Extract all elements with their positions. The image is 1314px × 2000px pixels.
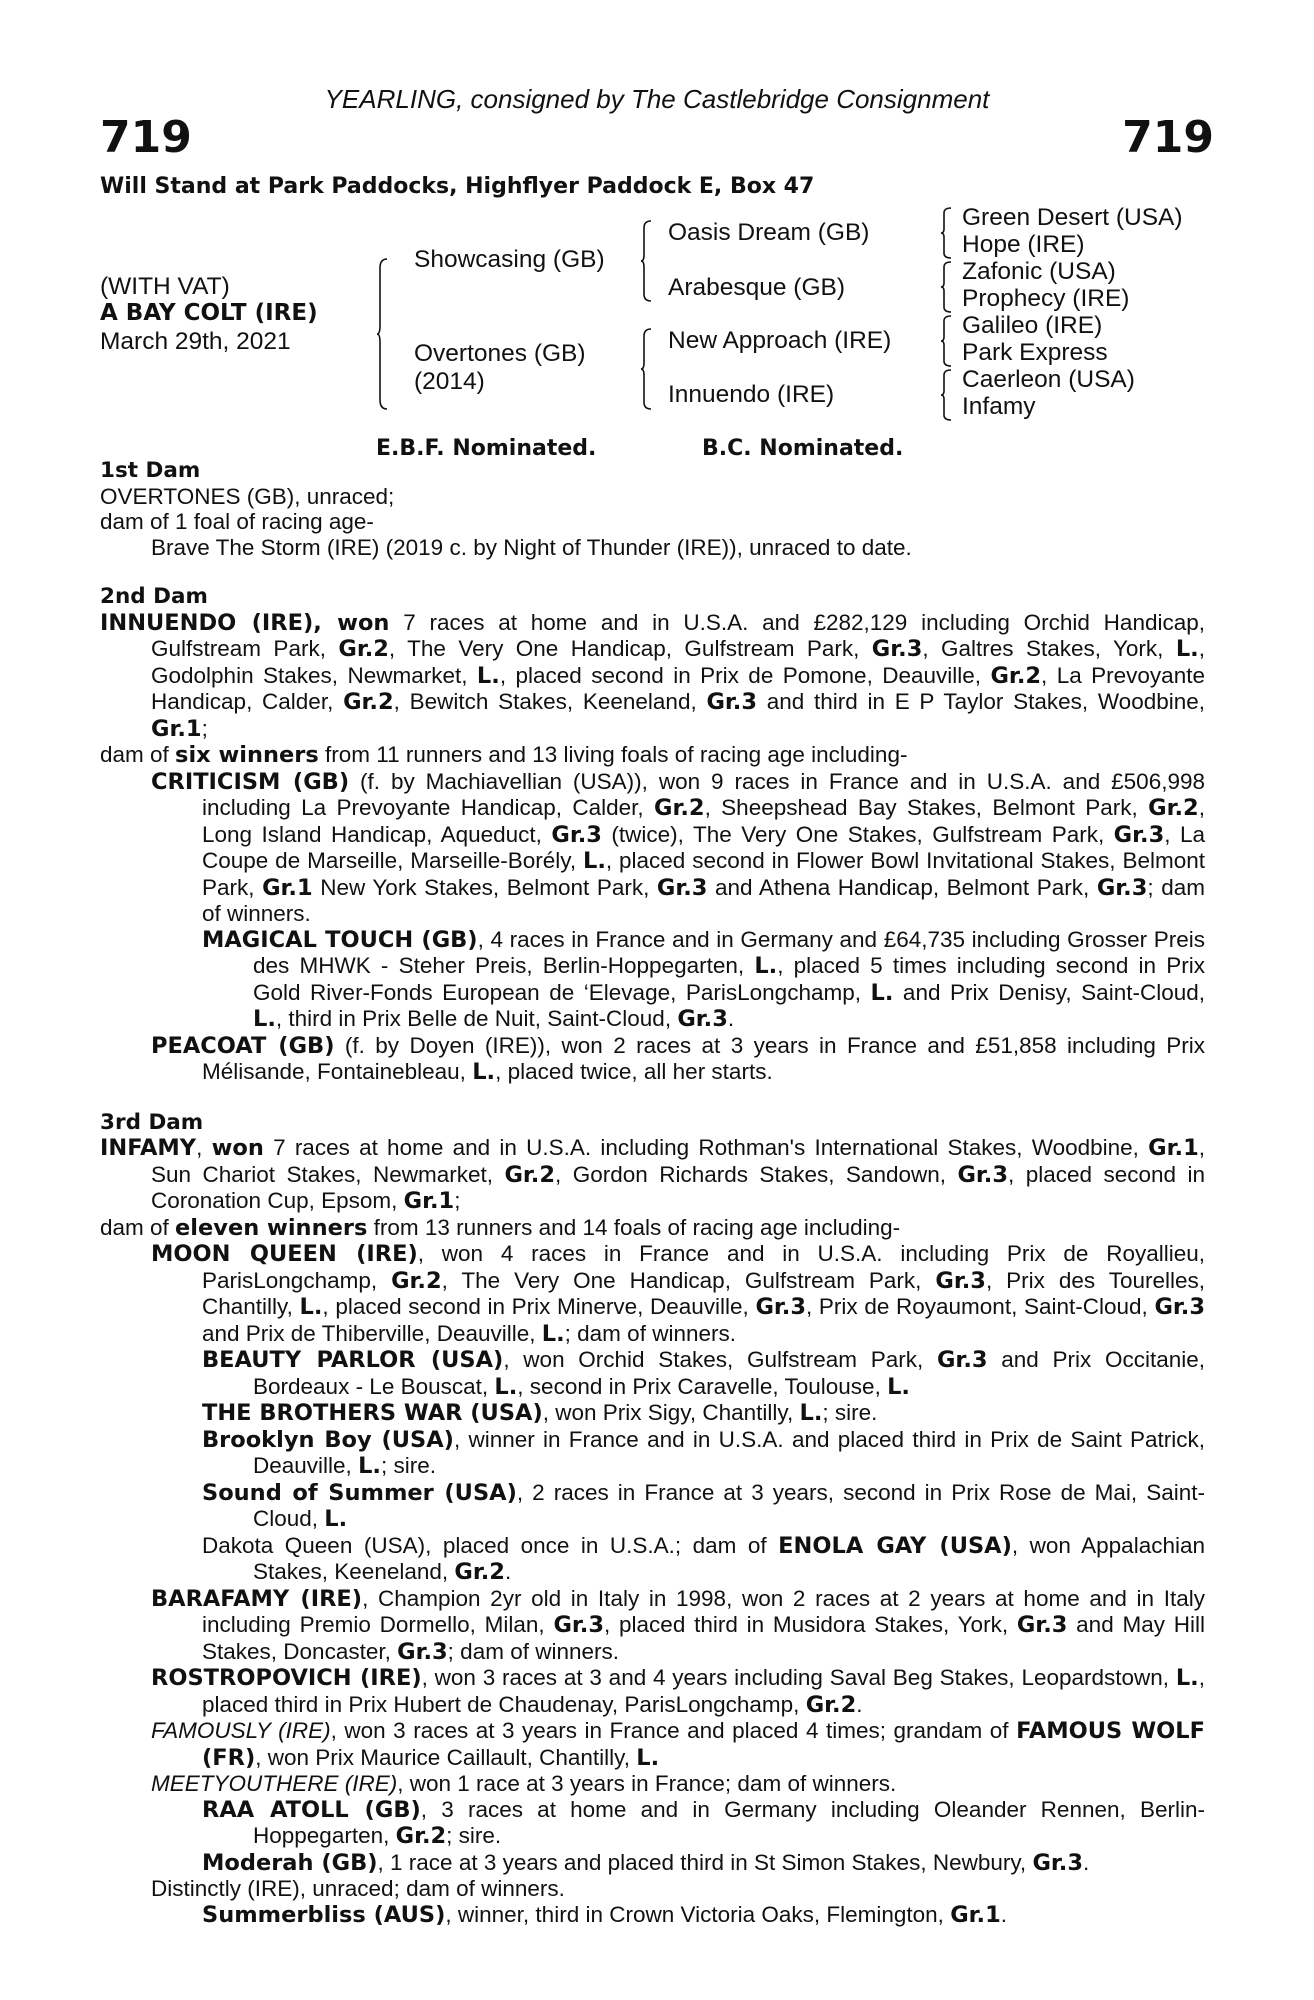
bold-text: Gr.1 <box>403 1188 455 1214</box>
text-run: , Prix de Royaumont, Saint-Cloud, <box>806 1294 1155 1319</box>
text-run: , La Prevoyante Handicap, Calder, <box>151 662 1205 714</box>
text-run: , Prix des Tourelles, Chantilly, <box>202 1267 1205 1319</box>
text-run: New York Stakes, Belmont Park, <box>312 874 657 900</box>
bold-text: Gr.3 <box>1032 1849 1083 1876</box>
bold-text: L. <box>1175 636 1199 662</box>
text-run: dam of <box>100 1214 176 1240</box>
bold-text: Gr.3 <box>1096 874 1148 901</box>
bold-text: Gr.1 <box>950 1901 1001 1928</box>
bold-text: L. <box>358 1453 381 1479</box>
ancestor-2: Hope (IRE) <box>962 231 1085 258</box>
bold-text: L. <box>253 1006 276 1032</box>
text-run: , third in Prix Belle de Nuit, Saint-Cloud, <box>275 1006 678 1031</box>
text-run: , La Coupe de Marseille, Marseille-Borély, <box>202 821 1205 873</box>
text-run: (twice), The Very One Stakes, Gulfstream Park, <box>601 821 1114 847</box>
pedigree-entry <box>100 1215 1205 1242</box>
text-run: and Prix de Thiberville, Deauville, <box>202 1320 542 1346</box>
text-run: , Godolphin Stakes, Newmarket, <box>151 636 1205 688</box>
sire-sire-name: Oasis Dream (GB) <box>668 219 870 246</box>
bold-text: Gr.3 <box>1016 1612 1068 1638</box>
bold-text: L. <box>541 1320 565 1347</box>
text-run: , 1 race at 3 years and placed third in St Simon Stakes, Newbury, <box>377 1849 1033 1875</box>
pedigree-brace-sire <box>640 220 652 302</box>
bold-text: Gr.3 <box>935 1267 986 1294</box>
text-run: , Galtres Stakes, York, <box>922 636 1176 661</box>
lot-number-right: 719 <box>1122 112 1214 163</box>
text-run: Dakota Queen (USA), placed once in U.S.A.; dam of <box>202 1532 779 1558</box>
dam-sire-name: New Approach (IRE) <box>668 327 892 354</box>
text-run: , placed third in Musidora Stakes, York, <box>604 1612 1017 1637</box>
text-run: ; sire. <box>380 1453 436 1478</box>
bold-text: L. <box>472 1059 496 1085</box>
pedigree-entry <box>100 1586 1205 1666</box>
pedigree-entry <box>100 1347 1205 1400</box>
bold-text: MOON QUEEN (IRE) <box>151 1241 418 1267</box>
text-run: , The Very One Handicap, Gulfstream Park, <box>441 1267 936 1293</box>
bold-text: L. <box>1175 1665 1199 1691</box>
pedigree-entry <box>100 1135 1205 1215</box>
text-run: , Sun Chariot Stakes, Newmarket, <box>151 1135 1205 1187</box>
text-run: Distinctly (IRE), unraced; dam of winners. <box>151 1876 565 1901</box>
bold-text: Summerbliss (AUS) <box>202 1901 446 1928</box>
pedigree-entry <box>100 1797 1205 1850</box>
text-run: , 2 races in France at 3 years, second in Prix Rose de Mai, Saint-Cloud, <box>253 1479 1205 1531</box>
text-run: from 13 runners and 14 foals of racing age including- <box>367 1214 901 1240</box>
pedigree-brace-main <box>376 258 388 410</box>
bold-text: BEAUTY PARLOR (USA) <box>202 1347 504 1373</box>
ancestor-5: Galileo (IRE) <box>962 312 1103 339</box>
pedigree-entry <box>100 1771 1205 1797</box>
bold-text: Gr.2 <box>343 689 394 715</box>
bold-text: THE BROTHERS WAR (USA) <box>202 1400 543 1426</box>
pedigree-entry <box>100 1400 1205 1427</box>
bold-text: Gr.3 <box>755 1294 807 1320</box>
bold-text: Gr.3 <box>656 874 708 901</box>
bold-text: Gr.2 <box>990 662 1042 689</box>
pedigree-entry <box>100 535 1205 561</box>
ebf-nomination: E.B.F. Nominated. <box>376 436 597 461</box>
bold-text: Gr.1 <box>1148 1135 1199 1161</box>
bold-text: INNUENDO (IRE), won <box>100 609 390 636</box>
bold-text: Gr.2 <box>654 795 705 821</box>
pedigree-entry <box>100 1033 1205 1086</box>
bold-text: Gr.2 <box>805 1691 857 1718</box>
text-run: dam of <box>100 742 176 767</box>
bold-text: Gr.3 <box>706 689 757 715</box>
pedigree-entry <box>100 1902 1205 1929</box>
lot-number-left: 719 <box>100 112 192 163</box>
section-gap <box>100 560 1205 584</box>
text-run: Brave The Storm (IRE) (2019 c. by Night of Thunder (IRE)), unraced to date. <box>151 534 912 560</box>
pedigree-brace-g2 <box>940 261 952 313</box>
text-run: , won 4 races in France and in U.S.A. including Prix de Royallieu, ParisLongchamp, <box>202 1241 1206 1293</box>
bold-text: L. <box>583 848 606 874</box>
bold-text: INFAMY <box>100 1135 197 1161</box>
text-run: , 4 races in France and in Germany and £64,735 including Grosser Preis des MHWK - Steher Preis, Berlin-Hoppegarten, <box>253 926 1205 978</box>
text-run: ; sire. <box>822 1400 878 1425</box>
foaling-date: March 29th, 2021 <box>100 328 291 355</box>
pedigree-entry <box>100 1876 1205 1902</box>
pedigree-entry <box>100 1665 1205 1718</box>
pedigree-brace-g4 <box>940 369 952 421</box>
bold-text: Gr.3 <box>551 821 602 848</box>
text-run: , second in Prix Caravelle, Toulouse, <box>517 1373 888 1399</box>
text-run: , won Prix Sigy, Chantilly, <box>542 1400 800 1425</box>
text-run: , placed second in Prix de Pomone, Deauville, <box>499 662 991 688</box>
bold-text: Gr.3 <box>1113 821 1165 848</box>
text-run: 7 races at home and in U.S.A. including Rothman's International Stakes, Woodbine, <box>263 1135 1149 1160</box>
ancestor-6: Park Express <box>962 339 1108 366</box>
section-title: 3rd Dam <box>100 1109 204 1135</box>
text-run: (f. by Machiavellian (USA)), won 9 races in France and in U.S.A. and £506,998 including La Prevoyante Handicap, Calder, <box>202 768 1205 820</box>
text-run: dam of 1 foal of racing age- <box>100 509 374 534</box>
bold-text: Brooklyn Boy (USA) <box>202 1426 454 1453</box>
text-run: OVERTONES (GB), unraced; <box>100 483 395 509</box>
text-run: ; <box>454 1188 461 1213</box>
vat-note: (WITH VAT) <box>100 273 230 300</box>
text-run: , winner, third in Crown Victoria Oaks, Flemington, <box>445 1901 951 1927</box>
italic-text: FAMOUSLY (IRE) <box>151 1718 331 1743</box>
ancestor-3: Zafonic (USA) <box>962 258 1116 285</box>
stabling-line: Will Stand at Park Paddocks, Highflyer Paddock E, Box 47 <box>100 174 815 199</box>
pedigree-entry <box>100 1427 1205 1480</box>
text-run: and third in E P Taylor Stakes, Woodbine, <box>757 689 1206 714</box>
bold-text: Gr.2 <box>454 1559 505 1585</box>
pedigree-entry <box>100 1718 1205 1771</box>
text-run: ; dam of winners. <box>447 1638 619 1664</box>
section-gap <box>100 1086 1205 1110</box>
bold-text: L. <box>299 1294 323 1320</box>
bold-text: RAA ATOLL (GB) <box>202 1796 421 1823</box>
bold-text: Gr.3 <box>553 1612 605 1638</box>
text-run: , 3 races at home and in Germany including Oleander Rennen, Berlin-Hoppegarten, <box>253 1796 1205 1848</box>
text-run: ; sire. <box>446 1823 502 1848</box>
text-run: , won 1 race at 3 years in France; dam of winners. <box>397 1771 897 1796</box>
ancestor-7: Caerleon (USA) <box>962 366 1135 393</box>
bold-text: L. <box>476 662 500 689</box>
bold-text: Moderah (GB) <box>202 1849 378 1876</box>
dam-dam-name: Innuendo (IRE) <box>668 381 835 408</box>
bold-text: Gr.3 <box>936 1347 988 1373</box>
italic-text: MEETYOUTHERE (IRE) <box>151 1771 398 1796</box>
text-run: . <box>504 1559 512 1584</box>
pedigree-entry <box>100 509 1205 535</box>
bold-text: six winners <box>175 742 319 768</box>
pedigree-brace-dam <box>640 328 652 410</box>
text-run: , placed 5 times including second in Prix Gold River-Fonds European de ‘Elevage, ParisLongchamp, <box>253 953 1205 1005</box>
text-run: , placed second in Coronation Cup, Epsom, <box>151 1161 1205 1213</box>
pedigree-entry <box>100 610 1205 743</box>
text-run: , won Prix Maurice Caillault, Chantilly, <box>255 1744 637 1770</box>
text-run: ; dam of winners. <box>202 874 1205 926</box>
text-run: and Athena Handicap, Belmont Park, <box>707 874 1097 900</box>
text-run: , Gordon Richards Stakes, Sandown, <box>555 1161 958 1187</box>
text-run: , placed third in Prix Hubert de Chaudenay, ParisLongchamp, <box>202 1665 1205 1717</box>
text-run: , won Appalachian Stakes, Keeneland, <box>253 1532 1205 1584</box>
text-run: , won 3 races at 3 years in France and placed 4 times; grandam of <box>330 1718 1017 1743</box>
text-run: . <box>856 1691 863 1717</box>
text-run: , <box>196 1135 212 1160</box>
bold-text: MAGICAL TOUCH (GB) <box>202 926 478 953</box>
pedigree-entry <box>100 1241 1205 1347</box>
bold-text: L. <box>887 1373 910 1400</box>
dam-year: (2014) <box>414 368 485 395</box>
bold-text: L. <box>636 1744 660 1771</box>
text-run: , Long Island Handicap, Aqueduct, <box>202 795 1205 847</box>
text-run: , Sheepshead Bay Stakes, Belmont Park, <box>704 795 1149 820</box>
pedigree-brace-g1 <box>940 207 952 259</box>
bold-text: Gr.2 <box>391 1267 442 1294</box>
text-run: , placed twice, all her starts. <box>495 1059 773 1084</box>
text-run: and Prix Denisy, Saint-Cloud, <box>893 979 1205 1005</box>
ancestor-8: Infamy <box>962 393 1036 420</box>
dam-name: Overtones (GB) <box>414 340 586 367</box>
catalogue-body <box>100 458 1205 1928</box>
pedigree-entry <box>100 927 1205 1033</box>
bold-text: eleven winners <box>175 1214 368 1241</box>
text-run: , placed second in Flower Bowl Invitational Stakes, Belmont Park, <box>202 848 1205 900</box>
sire-name: Showcasing (GB) <box>414 246 605 273</box>
text-run: . <box>1000 1901 1008 1927</box>
text-run: , winner in France and in U.S.A. and placed third in Prix de Saint Patrick, Deauville, <box>253 1426 1206 1478</box>
text-run: . <box>1083 1849 1090 1875</box>
section-title: 1st Dam <box>100 458 201 483</box>
bold-text: Gr.2 <box>395 1823 447 1849</box>
bold-text: Gr.1 <box>262 874 313 901</box>
bold-text: Gr.3 <box>957 1161 1009 1188</box>
text-run: ; <box>201 715 208 741</box>
pedigree-brace-g3 <box>940 315 952 367</box>
bold-text: Gr.2 <box>338 636 389 662</box>
pedigree-entry <box>100 1850 1205 1877</box>
bold-text: BARAFAMY (IRE) <box>151 1585 363 1612</box>
text-run: ; dam of winners. <box>564 1320 736 1346</box>
text-run: and Prix Occitanie, Bordeaux - Le Bouscat, <box>253 1347 1205 1399</box>
ancestor-4: Prophecy (IRE) <box>962 285 1130 312</box>
text-run: from 11 runners and 13 living foals of racing age including- <box>318 742 908 767</box>
text-run: , won 3 races at 3 and 4 years including Saval Beg Stakes, Leopardstown, <box>421 1665 1176 1690</box>
bold-text: Gr.3 <box>677 1006 728 1032</box>
pedigree-entry <box>100 742 1205 769</box>
section-title: 2nd Dam <box>100 584 208 609</box>
pedigree-entry <box>100 1480 1205 1533</box>
bold-text: L. <box>324 1506 348 1532</box>
ancestor-1: Green Desert (USA) <box>962 204 1183 231</box>
text-run: 7 races at home and in U.S.A. and £282,129 including Orchid Handicap, Gulfstream Park, <box>151 609 1205 661</box>
text-run: and May Hill Stakes, Doncaster, <box>202 1612 1205 1664</box>
bold-text: L. <box>799 1400 823 1426</box>
bold-text: L. <box>494 1373 518 1400</box>
sire-dam-name: Arabesque (GB) <box>668 274 846 301</box>
bold-text: Sound of Summer (USA) <box>202 1479 517 1506</box>
bold-text: CRITICISM (GB) <box>151 768 350 795</box>
bold-text: PEACOAT (GB) <box>151 1032 335 1059</box>
bold-text: Gr.2 <box>1148 795 1199 821</box>
bold-text: Gr.2 <box>504 1161 555 1188</box>
bold-text: FAMOUS WOLF (FR) <box>202 1718 1205 1771</box>
bold-text: ENOLA GAY (USA) <box>778 1532 1012 1559</box>
text-run: . <box>727 1006 735 1031</box>
pedigree-entry <box>100 1533 1205 1586</box>
text-run: , won Orchid Stakes, Gulfstream Park, <box>503 1347 937 1372</box>
text-run: , The Very One Handicap, Gulfstream Park, <box>388 636 872 661</box>
pedigree-entry <box>100 769 1205 927</box>
bold-text: Gr.3 <box>1154 1294 1206 1320</box>
bold-text: Gr.3 <box>871 636 923 662</box>
text-run: , Champion 2yr old in Italy in 1998, won 2 races at 2 years at home and in Italy including Premio Dormello, Milan, <box>202 1585 1205 1637</box>
bc-nomination: B.C. Nominated. <box>702 436 904 461</box>
bold-text: won <box>211 1135 264 1161</box>
text-run: (f. by Doyen (IRE)), won 2 races at 3 years in France and £51,858 including Prix Mélisande, Fontainebleau, <box>202 1032 1206 1084</box>
consignor-line: YEARLING, consigned by The Castlebridge Consignment <box>324 84 990 114</box>
bold-text: ROSTROPOVICH (IRE) <box>151 1665 422 1691</box>
text-run: , placed second in Prix Minerve, Deauville, <box>322 1294 756 1319</box>
bold-text: Gr.1 <box>151 715 202 742</box>
text-run: , Bewitch Stakes, Keeneland, <box>393 689 707 714</box>
bold-text: L. <box>870 979 894 1006</box>
pedigree-entry <box>100 484 1205 510</box>
horse-name: A BAY COLT (IRE) <box>100 300 318 326</box>
bold-text: L. <box>754 953 778 979</box>
bold-text: Gr.3 <box>397 1638 448 1665</box>
